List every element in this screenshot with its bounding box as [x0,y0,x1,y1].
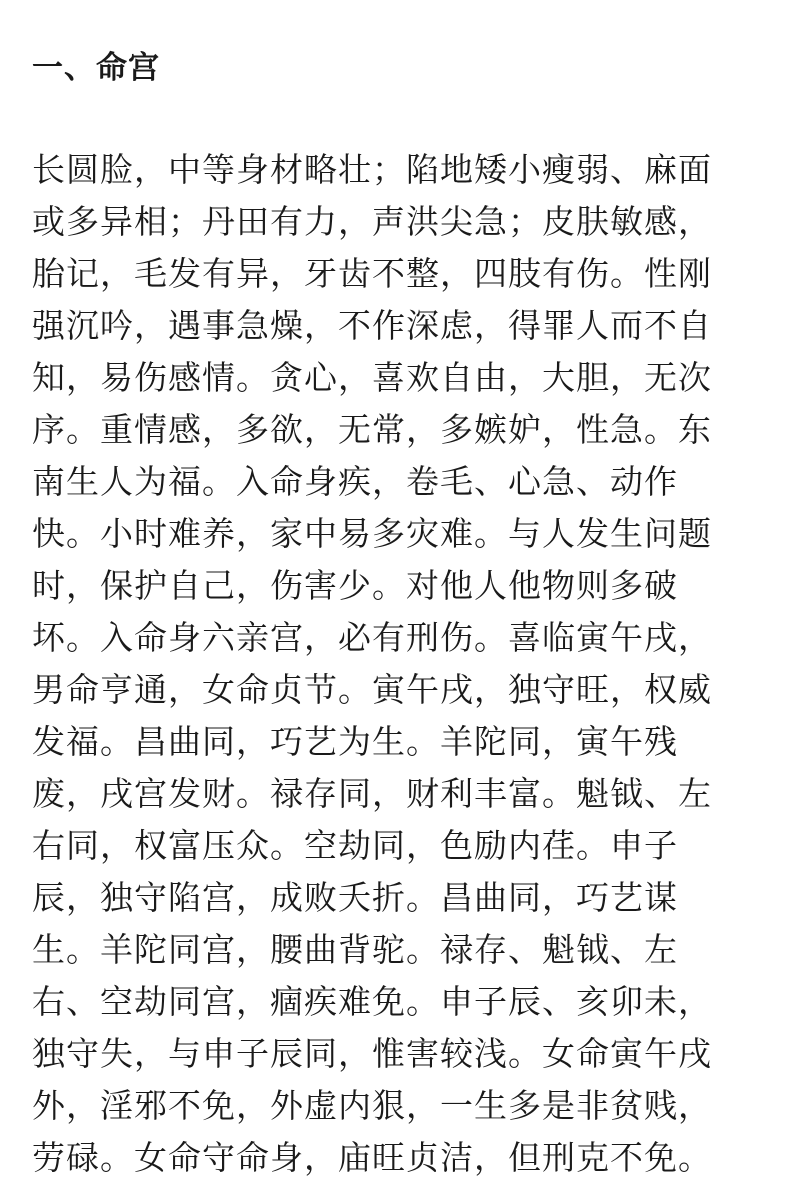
text-line: 外，淫邪不免，外虚内狠，一生多是非贫贱， [32,1086,712,1125]
body-text [32,144,772,1184]
text-line: 右同，权富压众。空劫同，色励内荏。申子 [32,826,678,865]
text-line: 坏。入命身六亲宫，必有刑伤。喜临寅午戌， [32,618,712,657]
section-heading: 一、命宫 [32,50,160,86]
text-line: 右、空劫同宫，痼疾难免。申子辰、亥卯未， [32,982,712,1021]
text-line: 长圆脸，中等身材略壮；陷地矮小瘦弱、麻面 [32,150,712,189]
text-line: 辰，独守陷宫，成败夭折。昌曲同，巧艺谋 [32,878,678,917]
text-line: 生。羊陀同宫，腰曲背驼。禄存、魁钺、左 [32,930,678,969]
text-line: 快。小时难养，家中易多灾难。与人发生问题 [32,514,712,553]
text-line: 劳碌。女命守命身，庙旺贞洁，但刑克不免。 [32,1138,712,1177]
text-line: 知，易伤感情。贪心，喜欢自由，大胆，无次 [32,358,712,397]
text-line: 独守失，与申子辰同，惟害较浅。女命寅午戌 [32,1034,712,1073]
text-line: 序。重情感，多欲，无常，多嫉妒，性急。东 [32,410,712,449]
text-line: 南生人为福。入命身疾，卷毛、心急、动作 [32,462,678,501]
text-line: 男命亨通，女命贞节。寅午戌，独守旺，权威 [32,670,712,709]
text-line: 胎记，毛发有异，牙齿不整，四肢有伤。性刚 [32,254,712,293]
text-line: 时，保护自己，伤害少。对他人他物则多破 [32,566,678,605]
text-line: 发福。昌曲同，巧艺为生。羊陀同，寅午残 [32,722,678,761]
text-line: 废，戌宫发财。禄存同，财利丰富。魁钺、左 [32,774,712,813]
text-line: 强沉吟，遇事急燥，不作深虑，得罪人而不自 [32,306,712,345]
text-line: 或多异相；丹田有力，声洪尖急；皮肤敏感， [32,202,712,241]
